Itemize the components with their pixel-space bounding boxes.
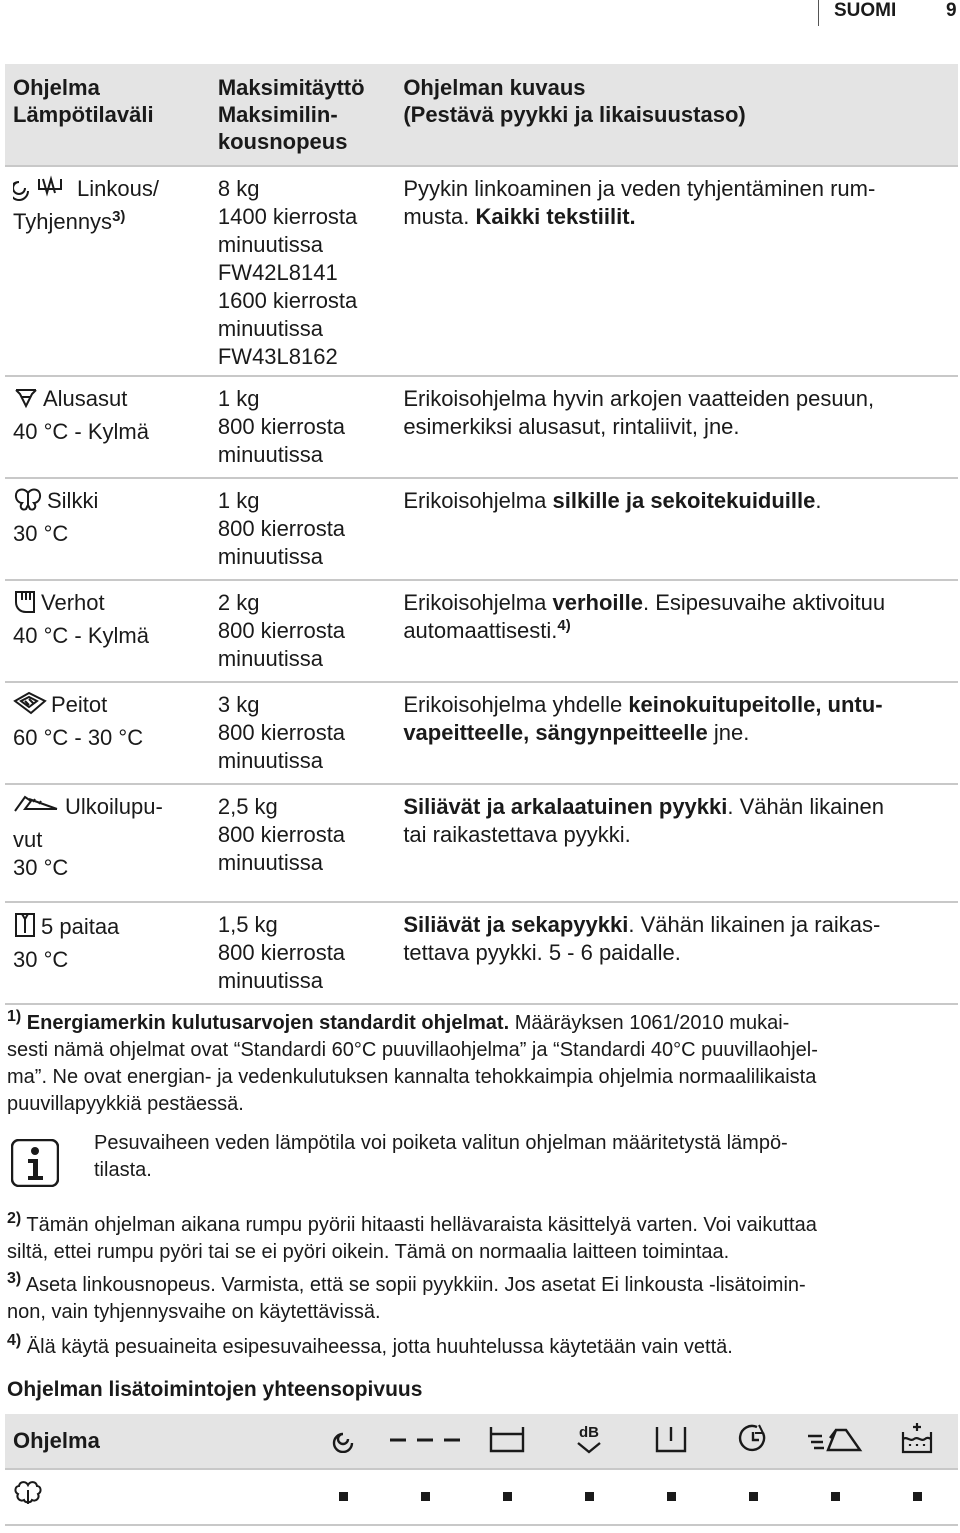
footnote-2: $^{2)}$ Tämän ohjelman aikana rumpu pyörii hitaasti hellävaraista käsittelyä varten. Voi vaikuttaa siltä, ettei rumpu pyöri tai se ei pyöri oikein. Tämä on normaalia laitteen toimintaa. [7, 1210, 817, 1263]
extra-rinse-icon [876, 1414, 958, 1469]
header-load: Maksimitäyttö Maksimilin- kousnopeus [210, 64, 395, 166]
compat-mark [466, 1469, 548, 1525]
curtains-icon [13, 589, 37, 622]
duvet-icon [13, 691, 47, 724]
spin-drain-icon [13, 175, 73, 208]
compat-square [831, 1492, 840, 1501]
night-quiet-db-icon [548, 1414, 630, 1469]
shirts-icon [13, 911, 37, 946]
program-cell: Linkous/ Tyhjennys$^{3)}$ [5, 166, 210, 376]
compat-mark [385, 1469, 467, 1525]
time-delay-icon [712, 1414, 794, 1469]
program-cell: Peitot 60 °C - 30 °C [13, 692, 144, 750]
silk-icon [13, 487, 43, 520]
compat-square [585, 1492, 594, 1501]
program-cell [5, 1469, 303, 1525]
load-cell: 1 kg 800 kierrosta minuutissa [217, 386, 346, 467]
description-cell: Erikoisohjelma hyvin arkojen vaatteiden pesuun, esimerkiksi alusasut, rintaliivit, jne. [403, 386, 875, 439]
spin-icon [303, 1414, 385, 1469]
compat-square [503, 1492, 512, 1501]
footnote-3: $^{3)}$ Aseta linkousnopeus. Varmista, että se sopii pyykkiin. Jos asetat Ei linkousta -lisätoimin- non, vain tyhjennysvaihe on käytettävissä. [7, 1270, 806, 1323]
table-row [5, 784, 958, 902]
program-cell: Ulkoilupu- vut 30 °C [13, 794, 163, 880]
rinse-hold-icon [466, 1414, 548, 1469]
load-cell: 2 kg 800 kierrosta minuutissa [217, 590, 346, 671]
compat-square [749, 1492, 758, 1501]
compat-square [913, 1492, 922, 1501]
compat-mark [876, 1469, 958, 1525]
table-row [5, 1469, 958, 1525]
header-program: Ohjelma Lämpötilaväli [5, 64, 210, 166]
compat-square [421, 1492, 430, 1501]
page-number: 9 [946, 0, 957, 21]
table-row [5, 902, 958, 1004]
description-cell: Pyykin linkoaminen ja veden tyhjentäminen rum- musta. Kaikki tekstiilit. [403, 176, 876, 229]
section-title: Ohjelman lisätoimintojen yhteensopivuus [7, 1378, 423, 1401]
load-cell: 3 kg 800 kierrosta minuutissa [217, 692, 346, 773]
underwear-icon [13, 385, 39, 418]
compat-mark [548, 1469, 630, 1525]
header-program: Ohjelma [5, 1414, 303, 1469]
compat-mark [712, 1469, 794, 1525]
description-cell: Siliävät ja sekapyykki. Vähän likainen ja raikas- tettava pyykki. 5 - 6 paidalle. [403, 912, 881, 965]
table-row [5, 478, 958, 580]
load-cell: 1 kg 800 kierrosta minuutissa [217, 488, 346, 569]
cotton-eco-icon [13, 1489, 43, 1514]
program-cell: Alusasut 40 °C - Kylmä [13, 386, 149, 444]
compat-mark [794, 1469, 876, 1525]
table-row [5, 166, 958, 376]
program-table [5, 64, 958, 1005]
program-table-header [5, 64, 958, 166]
compat-square [667, 1492, 676, 1501]
description-cell: Erikoisohjelma verhoille. Esipesuvaihe aktivoituu automaattisesti.$^{4)}$ [403, 590, 886, 643]
footnote-1: $^{1)}$ Energiamerkin kulutusarvojen standardit ohjelmat. Määräyksen 1061/2010 mukai- sesti nämä ohjelmat ovat “Standardi 60°C puuvillaohjelma” ja “Standardi 40°C puuvillaohjel- ma”. Ne ovat energian- ja vedenkulutuksen kannalta tehokkaimpia ohjelmia normaalilikaista puuvillapyykkiä pestäessä. [7, 1008, 818, 1115]
table-row [5, 376, 958, 478]
compatibility-table [5, 1414, 958, 1526]
load-cell: 8 kg 1400 kierrosta minuutissa FW42L8141 1600 kierrosta minuutissa FW43L8162 [217, 176, 358, 369]
description-cell: Siliävät ja arkalaatuinen pyykki. Vähän likainen tai raikastettava pyykki. [403, 794, 884, 847]
outdoor-icon [13, 793, 61, 826]
header-description: Ohjelman kuvaus (Pestävä pyykki ja likaisuustaso) [395, 64, 958, 166]
info-icon [11, 1139, 59, 1187]
program-cell: Verhot 40 °C - Kylmä [13, 590, 149, 648]
table-row [5, 580, 958, 682]
compat-mark [630, 1469, 712, 1525]
info-text: Pesuvaiheen veden lämpötila voi poiketa valitun ohjelman määritetystä lämpö- tilasta. [94, 1132, 788, 1181]
table-row [5, 682, 958, 784]
program-cell: 5 paitaa 30 °C [5, 902, 210, 1004]
compatibility-header [5, 1414, 958, 1469]
db-label: dB [579, 1423, 600, 1441]
compat-square [339, 1492, 348, 1501]
description-cell: Erikoisohjelma yhdelle keinokuitupeitolle, untu- vapeitteelle, sängynpeitteelle jne. [403, 692, 883, 745]
header-language: SUOMI [834, 0, 897, 21]
info-note [8, 1133, 958, 1197]
easy-iron-icon [794, 1414, 876, 1469]
compat-mark [303, 1469, 385, 1525]
description-cell: Erikoisohjelma silkille ja sekoitekuiduille. [403, 488, 822, 513]
page-header [0, 0, 960, 26]
load-cell: 1,5 kg 800 kierrosta minuutissa [217, 912, 346, 993]
program-cell: Silkki 30 °C [13, 488, 99, 546]
header-divider [818, 0, 819, 26]
load-cell: 2,5 kg 800 kierrosta minuutissa [217, 794, 346, 875]
prewash-icon [630, 1414, 712, 1469]
no-spin-dashes-icon [385, 1414, 467, 1469]
footnote-4: $^{4)}$ Älä käytä pesuaineita esipesuvaiheessa, jotta huuhtelussa käytetään vain vettä. [7, 1332, 733, 1358]
